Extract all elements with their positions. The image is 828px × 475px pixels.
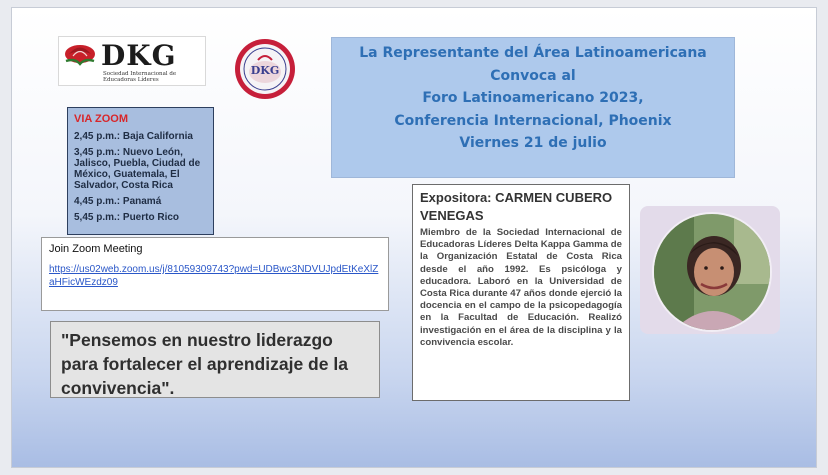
announcement-box bbox=[331, 37, 735, 178]
zoom-meeting-box bbox=[41, 237, 389, 311]
speaker-bio-box bbox=[412, 184, 630, 401]
schedule-box bbox=[67, 107, 214, 235]
schedule-row: 3,45 p.m.: Nuevo León, Jalisco, Puebla, Ciudad de México, Guatemala, El Salvador, Costa Rica bbox=[74, 147, 201, 191]
speaker-heading: Expositora: CARMEN CUBERO VENEGAS bbox=[420, 190, 613, 223]
speaker-portrait-icon bbox=[654, 214, 770, 330]
announcement-line: Foro Latinoamericano 2023, bbox=[422, 90, 644, 106]
zoom-title: Join Zoom Meeting bbox=[49, 243, 143, 255]
quote-box: "Pensemos en nuestro liderazgo para fortalecer el aprendizaje de la convivencia". bbox=[50, 321, 380, 398]
schedule-row: 4,45 p.m.: Panamá bbox=[74, 196, 162, 207]
schedule-row: 5,45 p.m.: Puerto Rico bbox=[74, 212, 180, 223]
announcement-line: La Representante del Área Latinoamericana bbox=[359, 45, 707, 61]
rose-icon bbox=[63, 43, 97, 67]
speaker-bio: Miembro de la Sociedad Internacional de Educadoras Líderes Delta Kappa Gamma de la Organización Estatal de Costa Rica desde el año 1992. Es psicóloga y educadora. Laboró en la Universidad de Costa Rica durante 47 años donde ejerció la docencia en el campo de la psicopedagogía en la Facultad de Educación. Realizó investigación en el área de la disciplina y la convivencia escolar. bbox=[420, 227, 622, 348]
dkg-logo bbox=[58, 36, 206, 86]
schedule-row: 2,45 p.m.: Baja California bbox=[74, 131, 193, 142]
announcement-line: Convoca al bbox=[490, 67, 576, 84]
announcement-line: Conferencia Internacional, Phoenix bbox=[394, 112, 672, 129]
logo-tagline: Sociedad Internacional de Educadoras Líderes bbox=[103, 71, 177, 83]
svg-text:DKG: DKG bbox=[250, 64, 280, 77]
schedule-title: VIA ZOOM bbox=[74, 113, 128, 125]
logo-wordmark: DKG bbox=[101, 39, 177, 72]
flyer-slide bbox=[12, 8, 816, 467]
announcement-line: Viernes 21 de julio bbox=[459, 135, 607, 151]
dkg-seal-icon bbox=[234, 38, 296, 100]
zoom-link[interactable]: https://us02web.zoom.us/j/81059309743?pwd=UDBwc3NDVUJpdEtKeXlZaHFicWEzdz09 bbox=[49, 264, 379, 288]
speaker-photo bbox=[652, 212, 772, 332]
